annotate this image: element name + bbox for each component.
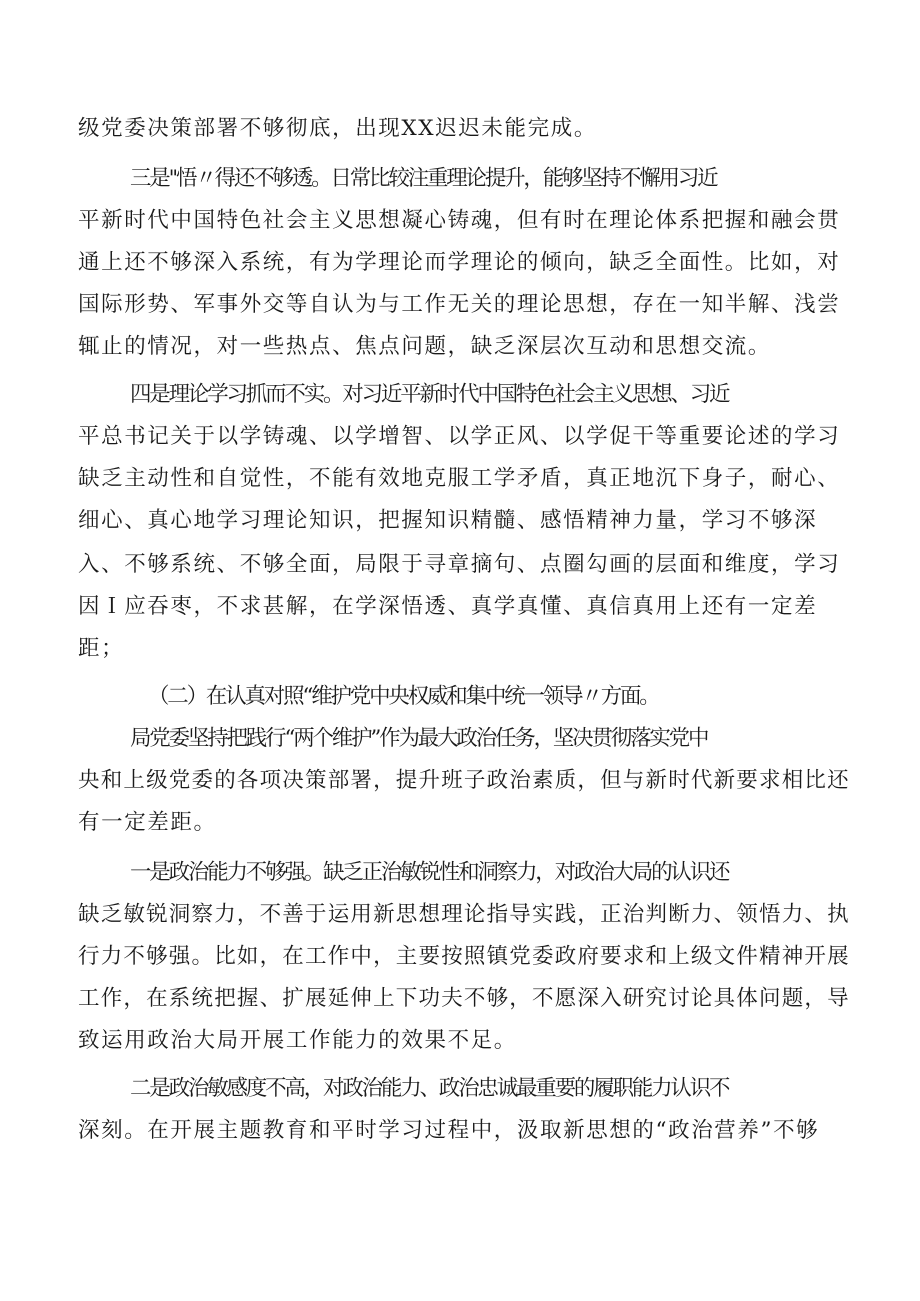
text-line: 缺乏敏锐洞察力，不善于运用新思想理论指导实践，正治判断力、领悟力、执	[78, 902, 850, 927]
text-line: 深刻。在开展主题教育和平时学习过程中，汲取新思想的“政治营养”不够	[78, 1118, 820, 1143]
text-line: 工作，在系统把握、扩展延伸上下功夫不够，不愿深入研究讨论具体问题，导	[78, 986, 850, 1011]
text-line: 致运用政治大局开展工作能力的效果不足。	[78, 1028, 517, 1053]
text-line: 四是理论学习抓而不实。对习近平新时代中国特色社会主义思想、习近	[130, 382, 729, 407]
section-heading: （二）在认真对照“维护党中央权威和集中统一领导〃方面。	[148, 684, 659, 709]
text-line: 三是''悟〃得还不够透。日常比较注重理论提升，能够坚持不懈用习近	[130, 166, 717, 191]
text-line: 细心、真心地学习理论知识，把握知识精髓、感悟精神力量，学习不够深	[78, 508, 818, 533]
text-line: 二是政治敏感度不高，对政治能力、政治忠诚最重要的履职能力认识不	[130, 1076, 729, 1101]
text-line: 距；	[78, 636, 125, 661]
text-line: 缺乏主动性和自觉性，不能有效地克服工学矛盾，真正地沉下身子，耐心、	[78, 466, 841, 491]
text-line: 级党委决策部署不够彻底，出现XX迟迟未能完成。	[78, 116, 597, 141]
text-line: 平总书记关于以学铸魂、以学增智、以学正风、以学促干等重要论述的学习	[78, 424, 841, 449]
text-line: 平新时代中国特色社会主义思想凝心铸魂，但有时在理论体系把握和融会贯	[78, 208, 841, 233]
text-line: 一是政治能力不够强。缺乏正治敏锐性和洞察力，对政治大局的认识还	[130, 860, 729, 885]
text-line: 入、不够系统、不够全面，局限于寻章摘句、点圈勾画的层面和维度，学习	[78, 552, 841, 577]
text-line: 局党委坚持把践行“两个维护”作为最大政治任务，坚决贯彻落实党中	[130, 726, 708, 751]
text-line: 央和上级党委的各项决策部署，提升班子政治素质，但与新时代新要求相比还	[78, 768, 850, 793]
text-line: 有一定差距。	[78, 810, 217, 835]
text-line: 辄止的情况，对一些热点、焦点问题，缺乏深层次互动和思想交流。	[78, 334, 772, 359]
text-line: 通上还不够深入系统，有为学理论而学理论的倾向，缺乏全面性。比如，对	[78, 250, 841, 275]
text-line: 国际形势、军事外交等自认为与工作无关的理论思想，存在一知半解、浅尝	[78, 292, 841, 317]
text-line: 行力不够强。比如，在工作中，主要按照镇党委政府要求和上级文件精神开展	[78, 944, 850, 969]
text-line: 因Ｉ应吞枣，不求甚解，在学深悟透、真学真懂、真信真用上还有一定差	[78, 594, 818, 619]
